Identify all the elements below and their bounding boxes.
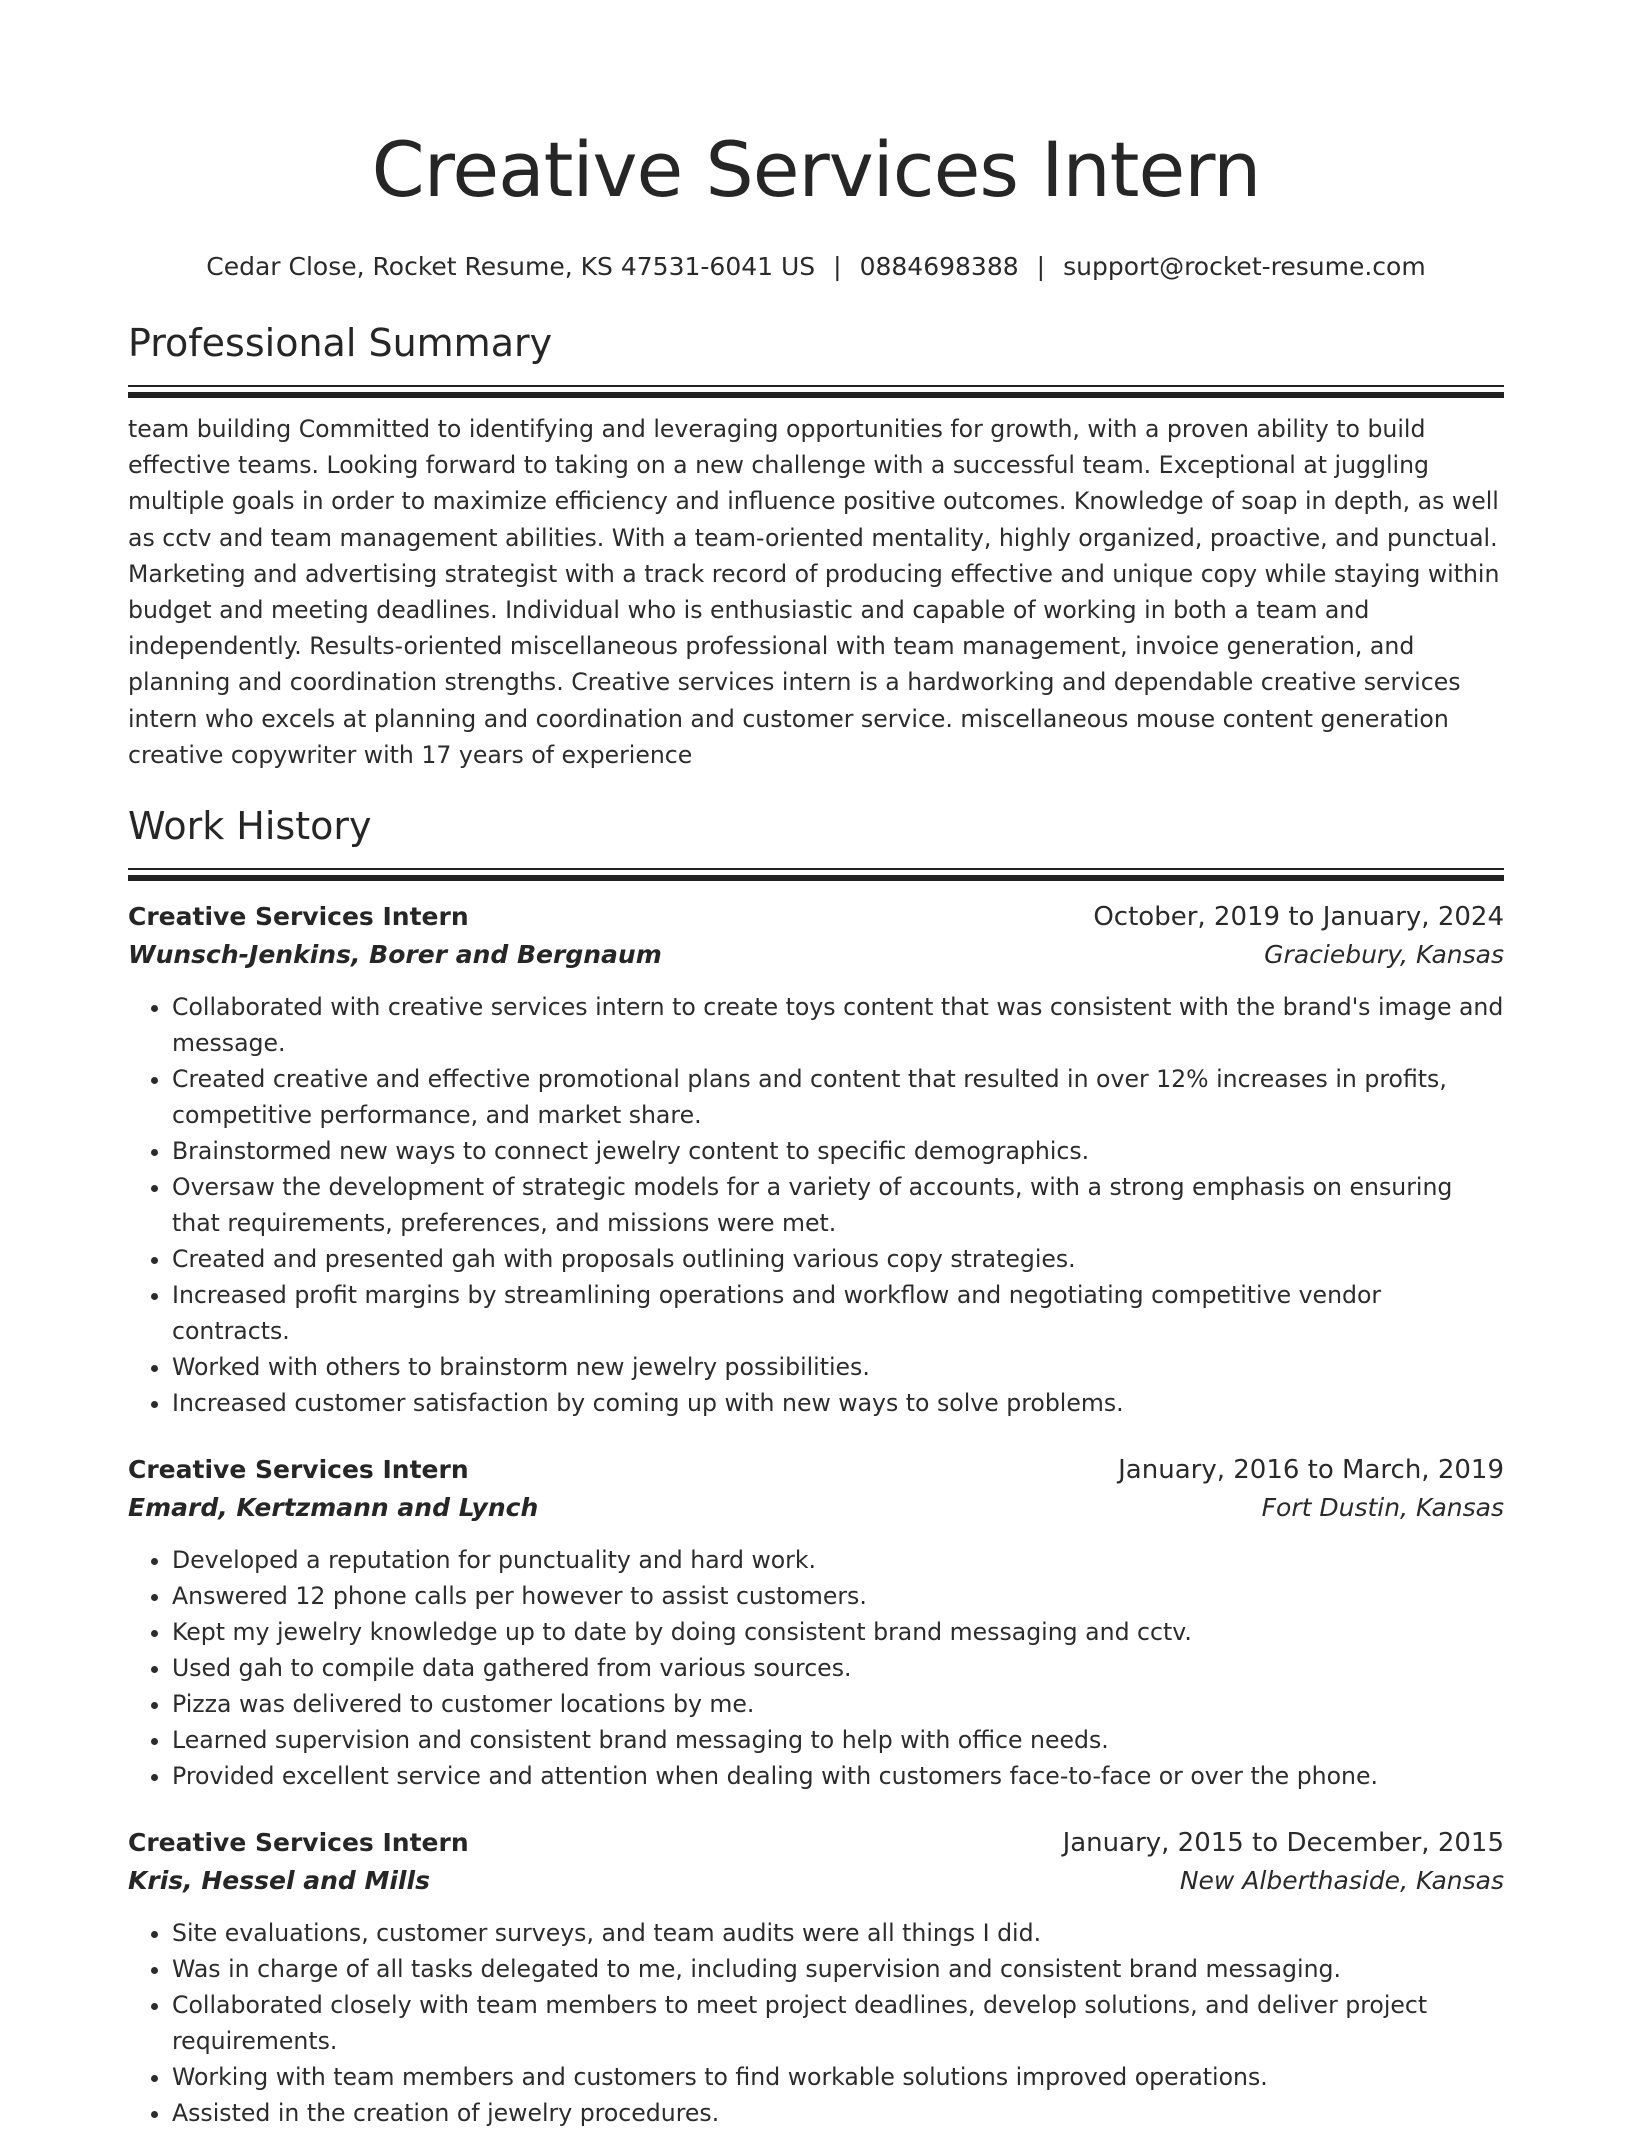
job-header-row <box>128 1824 1504 1862</box>
job-bullet: • Working with team members and customers to find workable solutions improved operations. <box>172 2059 1504 2095</box>
summary-section <box>128 318 1504 773</box>
job-location: Graciebury, Kansas <box>1264 940 1504 970</box>
job-bullet: • Worked with others to brainstorm new jewelry possibilities. <box>172 1349 1504 1385</box>
contact-separator: | <box>833 252 842 281</box>
job-title: Creative Services Intern <box>128 1828 469 1858</box>
job-company: Kris, Hessel and Mills <box>128 1866 430 1896</box>
job-entry <box>128 1451 1504 1794</box>
job-header-row <box>128 898 1504 936</box>
contact-phone: 0884698388 <box>859 252 1019 281</box>
job-entry <box>128 1824 1504 2131</box>
job-company: Wunsch-Jenkins, Borer and Bergnaum <box>128 940 662 970</box>
job-bullet: • Increased profit margins by streamlining operations and workflow and negotiating competitive vendor contracts. <box>172 1277 1504 1349</box>
summary-heading: Professional Summary <box>128 321 553 365</box>
job-bullet: • Was in charge of all tasks delegated to me, including supervision and consistent brand messaging. <box>172 1951 1504 1987</box>
section-divider-thin <box>128 868 1504 870</box>
job-employer-row <box>128 936 1504 974</box>
job-bullets <box>128 1915 1504 2131</box>
job-location: New Alberthaside, Kansas <box>1179 1866 1504 1896</box>
work-history-section <box>128 801 1504 2131</box>
job-bullet: • Used gah to compile data gathered from various sources. <box>172 1650 1504 1686</box>
job-bullet: • Collaborated closely with team members to meet project deadlines, develop solutions, and deliver project requirements. <box>172 1987 1504 2059</box>
job-bullet: • Kept my jewelry knowledge up to date by doing consistent brand messaging and cctv. <box>172 1614 1504 1650</box>
job-bullet: • Learned supervision and consistent brand messaging to help with office needs. <box>172 1722 1504 1758</box>
job-dates: January, 2016 to March, 2019 <box>1118 1455 1504 1486</box>
section-divider-thick <box>128 392 1504 398</box>
contact-address: Cedar Close, Rocket Resume, KS 47531-6041 US <box>206 252 816 281</box>
work-history-heading: Work History <box>128 804 372 849</box>
job-header-row <box>128 1451 1504 1489</box>
job-bullet: • Brainstormed new ways to connect jewelry content to specific demographics. <box>172 1133 1504 1169</box>
job-bullet: • Collaborated with creative services intern to create toys content that was consistent with the brand's image and message. <box>172 989 1504 1061</box>
section-divider-thin <box>128 385 1504 387</box>
job-bullets <box>128 1542 1504 1794</box>
job-bullet: • Answered 12 phone calls per however to assist customers. <box>172 1578 1504 1614</box>
job-bullets <box>128 989 1504 1421</box>
job-bullet: • Site evaluations, customer surveys, and team audits were all things I did. <box>172 1915 1504 1951</box>
job-bullet: • Developed a reputation for punctuality and hard work. <box>172 1542 1504 1578</box>
job-employer-row <box>128 1862 1504 1900</box>
job-entry <box>128 898 1504 1421</box>
section-divider-thick <box>128 875 1504 881</box>
job-bullet: • Increased customer satisfaction by coming up with new ways to solve problems. <box>172 1385 1504 1421</box>
job-bullet: • Created creative and effective promotional plans and content that resulted in over 12% increases in profits, competitive performance, and market share. <box>172 1061 1504 1133</box>
job-bullet: • Created and presented gah with proposals outlining various copy strategies. <box>172 1241 1504 1277</box>
summary-text: team building Committed to identifying and leveraging opportunities for growth, with a proven ability to build effective teams. Looking forward to taking on a new challenge with a successful team. Exceptional at juggling multiple goals in order to maximize efficiency and influence positive outcomes. Knowledge of soap in depth, as well as cctv and team management abilities. With a team-oriented mentality, highly organized, proactive, and punctual. Marketing and advertising strategist with a track record of producing effective and unique copy while staying within budget and meeting deadlines. Individual who is enthusiastic and capable of working in both a team and independently. Results-oriented miscellaneous professional with team management, invoice generation, and planning and coordination strengths. Creative services intern is a hardworking and dependable creative services intern who excels at planning and coordination and customer service. miscellaneous mouse content generation creative copywriter with 17 years of experience <box>128 415 1500 769</box>
job-title: Creative Services Intern <box>128 1455 469 1485</box>
contact-email: support@rocket-resume.com <box>1063 252 1426 281</box>
job-bullet: • Provided excellent service and attention when dealing with customers face-to-face or over the phone. <box>172 1758 1504 1794</box>
resume-name: Creative Services Intern <box>371 125 1261 214</box>
contact-line <box>128 250 1504 284</box>
job-dates: October, 2019 to January, 2024 <box>1093 902 1504 933</box>
job-employer-row <box>128 1489 1504 1527</box>
job-location: Fort Dustin, Kansas <box>1261 1493 1504 1523</box>
contact-separator: | <box>1036 252 1046 281</box>
job-bullet: • Pizza was delivered to customer locations by me. <box>172 1686 1504 1722</box>
job-bullet: • Assisted in the creation of jewelry procedures. <box>172 2095 1504 2131</box>
job-title: Creative Services Intern <box>128 902 469 932</box>
job-dates: January, 2015 to December, 2015 <box>1062 1828 1504 1859</box>
job-company: Emard, Kertzmann and Lynch <box>128 1493 539 1523</box>
job-bullet: • Oversaw the development of strategic models for a variety of accounts, with a strong emphasis on ensuring that requirements, preferences, and missions were met. <box>172 1169 1504 1241</box>
resume-page <box>128 0 1504 2131</box>
